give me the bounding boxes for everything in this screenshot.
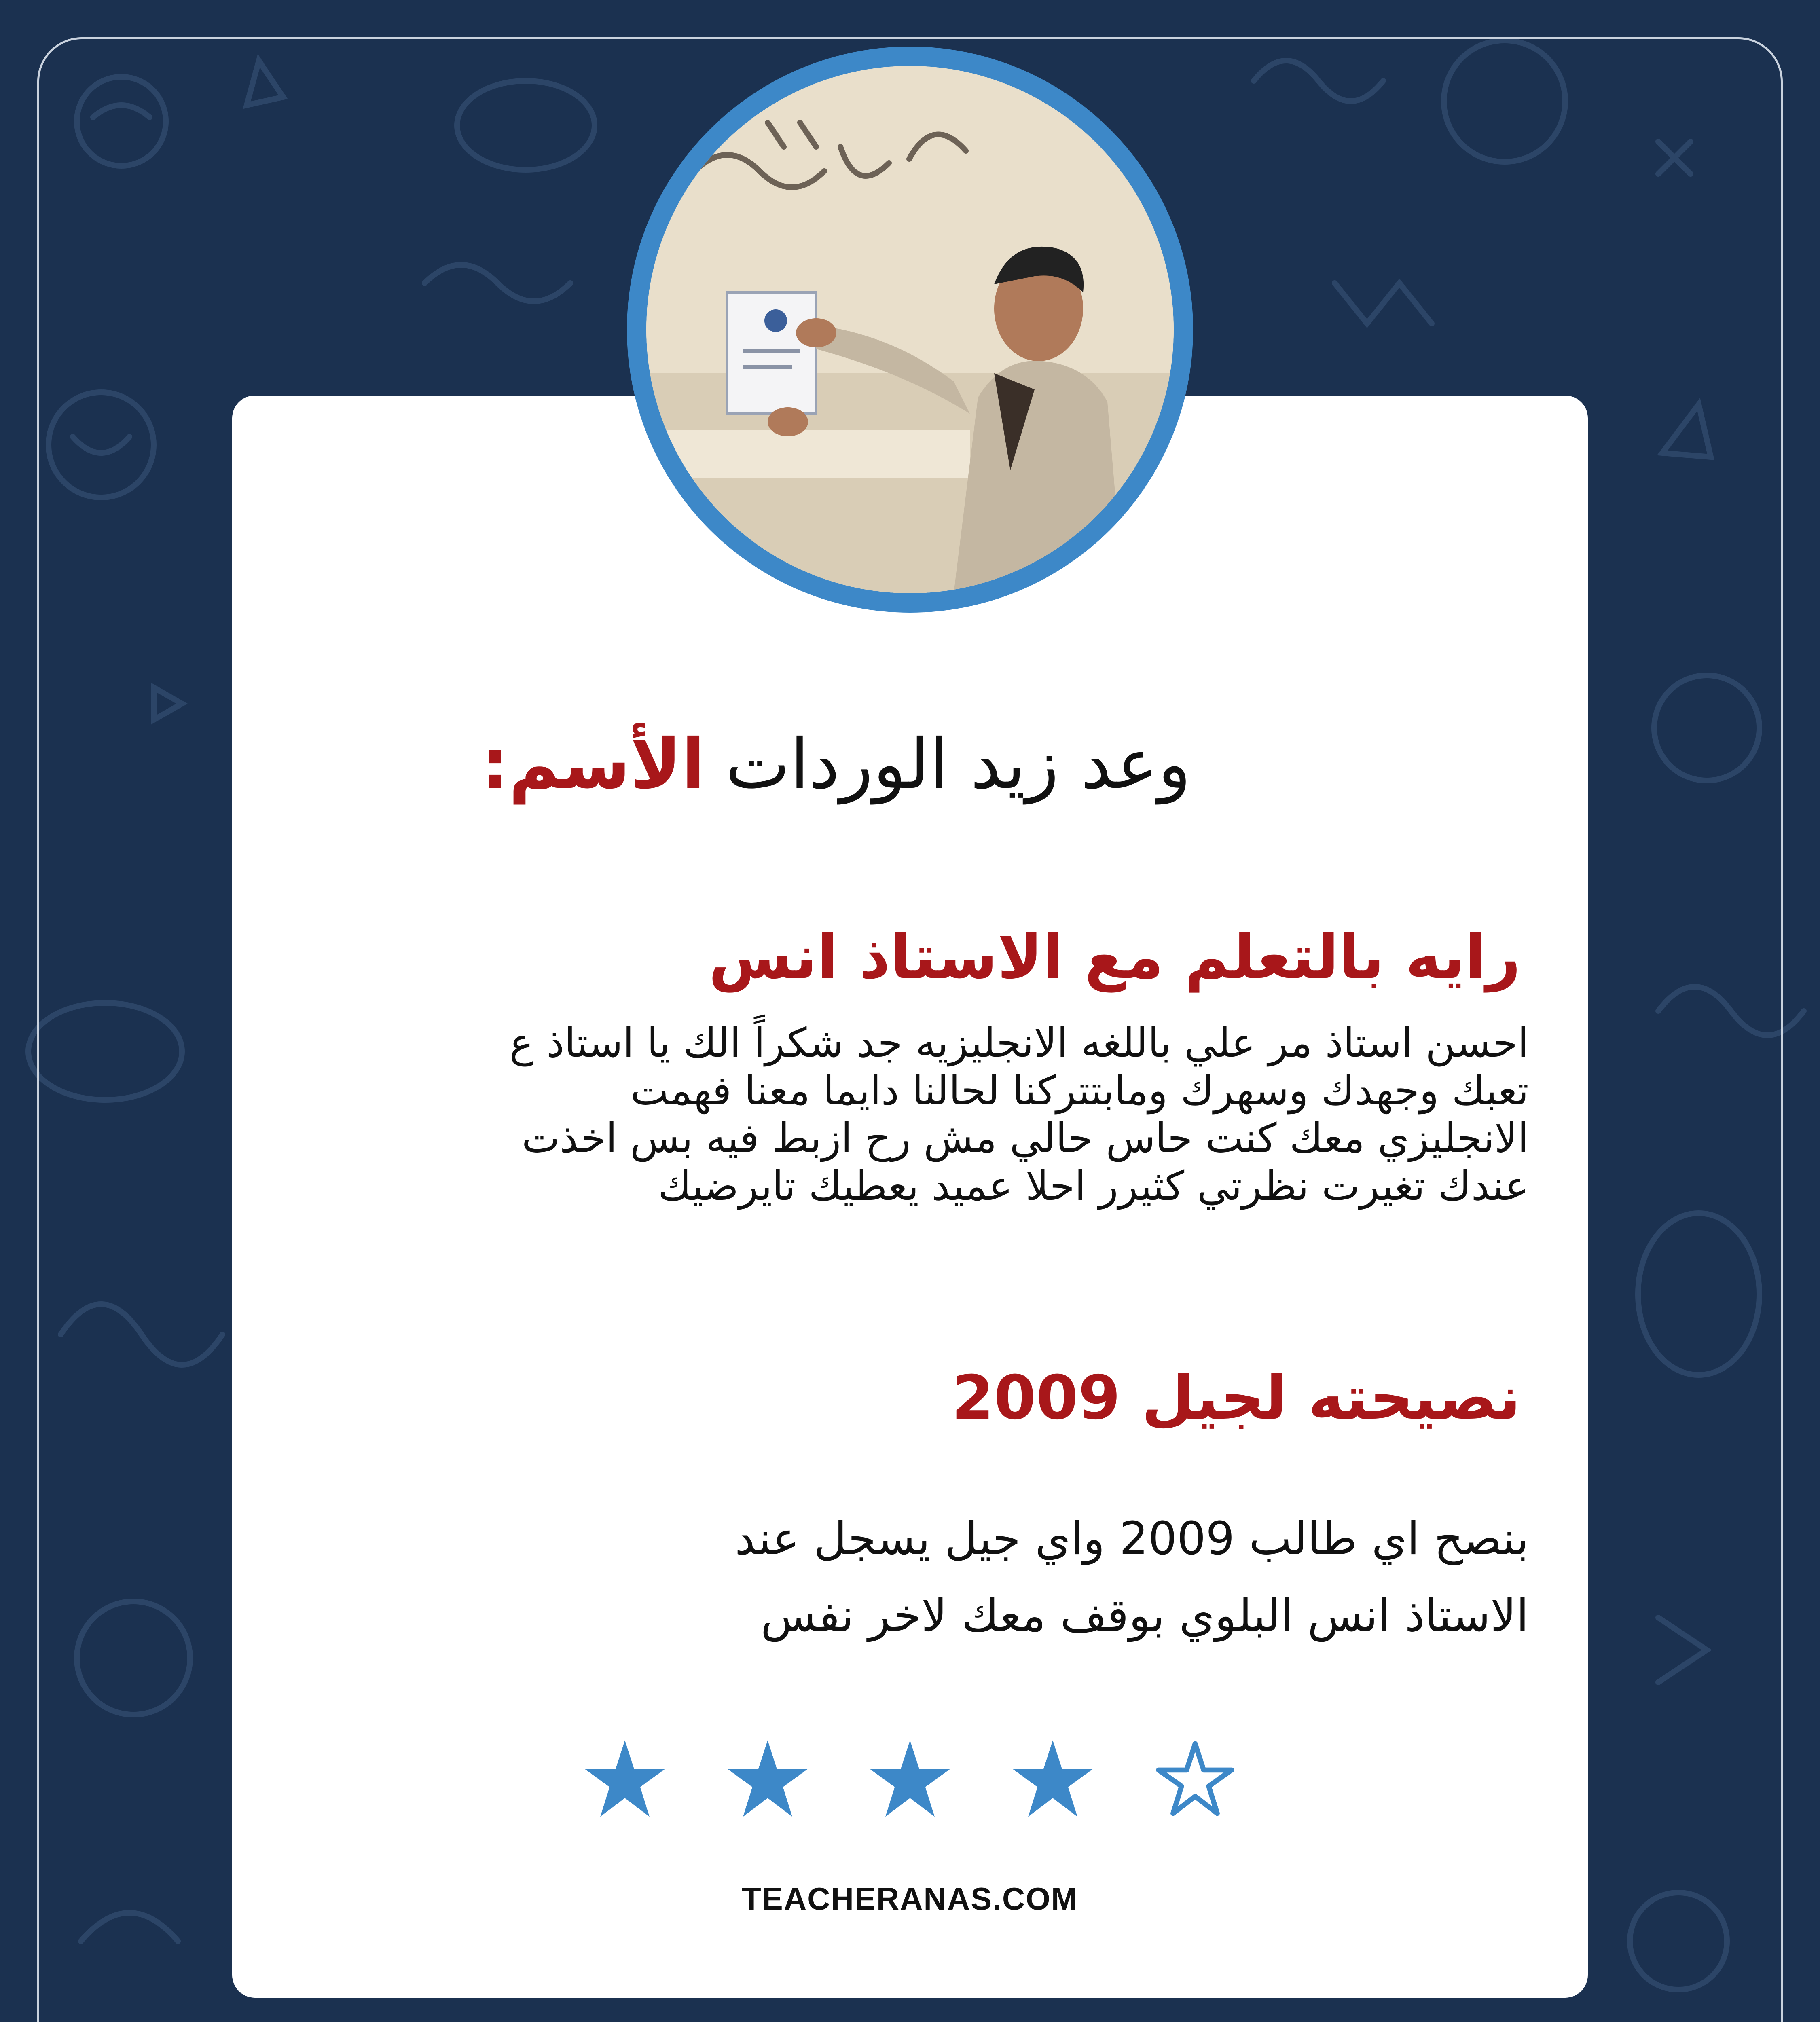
star-filled-icon xyxy=(582,1737,667,1822)
website-link[interactable]: TEACHERANAS.COM xyxy=(742,1881,1078,1916)
student-photo-icon xyxy=(646,66,1174,593)
opinion-heading: رايه بالتعلم مع الاستاذ انس xyxy=(709,922,1521,992)
student-name-row xyxy=(481,720,1533,809)
opinion-text: احسن استاذ مر علي باللغه الانجليزيه جد شكراً الك يا استاذ ع تعبك وجهدك وسهرك ومابتتركنا لحالنا دايما معنا فهمت الانجليزي معك كنت حاس حالي مش رح ازبط فيه بس اخذت عندك تغيرت نظرتي كثيرر احلا عميد يعطيك تايرضيك xyxy=(509,1019,1529,1210)
star-outline-icon xyxy=(1153,1737,1238,1822)
star-filled-icon xyxy=(725,1737,810,1822)
advice-heading: نصيحته لجيل 2009 xyxy=(951,1363,1521,1433)
name-label: الأسم: xyxy=(481,724,705,804)
student-name: وعد زيد الوردات xyxy=(725,724,1191,804)
star-filled-icon xyxy=(868,1737,952,1822)
star-filled-icon xyxy=(1010,1737,1095,1822)
star-rating xyxy=(582,1739,1238,1820)
avatar xyxy=(627,47,1193,613)
advice-text: بنصح اي طالب 2009 واي جيل يسجل عند الاستاذ انس البلوي بوقف معك لاخر نفس xyxy=(734,1512,1529,1642)
